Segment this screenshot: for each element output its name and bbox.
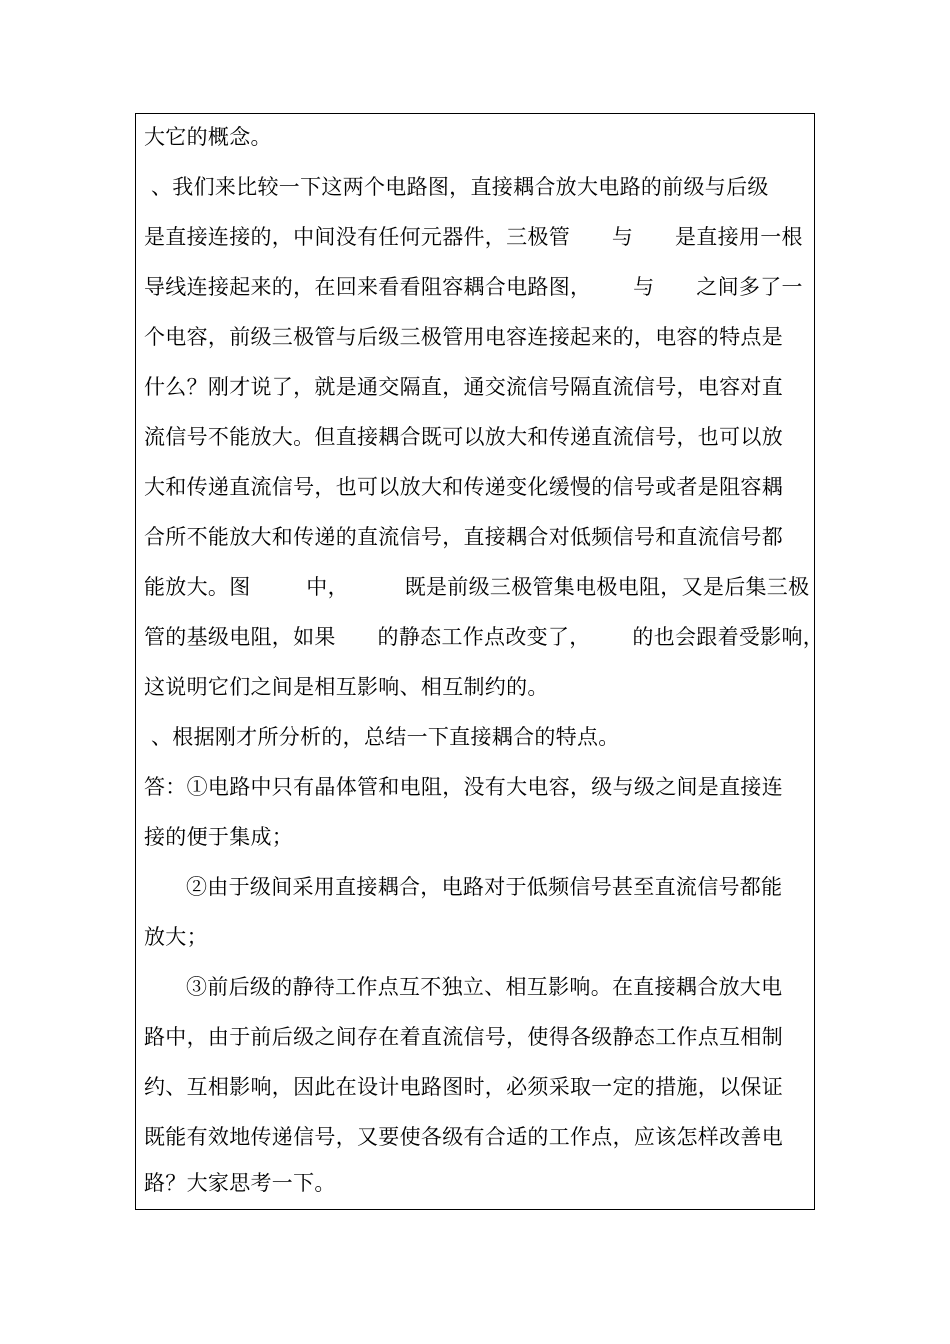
text-line: 大和传递直流信号，也可以放大和传递变化缓慢的信号或者是阻容耦	[144, 475, 783, 499]
text-line: 放大；	[144, 925, 208, 949]
text-line: 答：①电路中只有晶体管和电阻，没有大电容，级与级之间是直接连	[144, 775, 783, 799]
text-line: 流信号不能放大。但直接耦合既可以放大和传递直流信号，也可以放	[144, 425, 783, 449]
text-line: 大它的概念。	[144, 125, 272, 149]
text-line: 这说明它们之间是相互影响、相互制约的。	[144, 675, 549, 699]
text-line: ②由于级间采用直接耦合，电路对于低频信号甚至直流信号都能	[186, 875, 783, 899]
text-line: 合所不能放大和传递的直流信号，直接耦合对低频信号和直流信号都	[144, 525, 783, 549]
text-line: ③前后级的静待工作点互不独立、相互影响。在直接耦合放大电	[186, 975, 783, 999]
text-line: 个电容，前级三极管与后级三极管用电容连接起来的，电容的特点是	[144, 325, 783, 349]
text-line: 什么？刚才说了，就是通交隔直，通交流信号隔直流信号，电容对直	[144, 375, 783, 399]
text-line: 路？大家思考一下。	[144, 1171, 336, 1195]
text-line: 导线连接起来的，在回来看看阻容耦合电路图， 与 之间多了一	[144, 275, 803, 299]
text-line: 能放大。图 中， 既是前级三极管集电极电阻，又是后集三极	[144, 575, 810, 599]
text-line: 路中，由于前后级之间存在着直流信号，使得各级静态工作点互相制	[144, 1025, 783, 1049]
text-line: 、根据刚才所分析的，总结一下直接耦合的特点。	[144, 725, 620, 749]
text-line: 管的基级电阻，如果 的静态工作点改变了， 的也会跟着受影响，	[144, 625, 825, 649]
text-line: 是直接连接的，中间没有任何元器件，三极管 与 是直接用一根	[144, 225, 803, 249]
text-line: 既能有效地传递信号，又要使各级有合适的工作点，应该怎样改善电	[144, 1125, 783, 1149]
text-line: 接的便于集成；	[144, 825, 294, 849]
text-line: 约、互相影响，因此在设计电路图时，必须采取一定的措施，以保证	[144, 1075, 783, 1099]
text-line: 、我们来比较一下这两个电路图，直接耦合放大电路的前级与后级	[144, 175, 769, 199]
